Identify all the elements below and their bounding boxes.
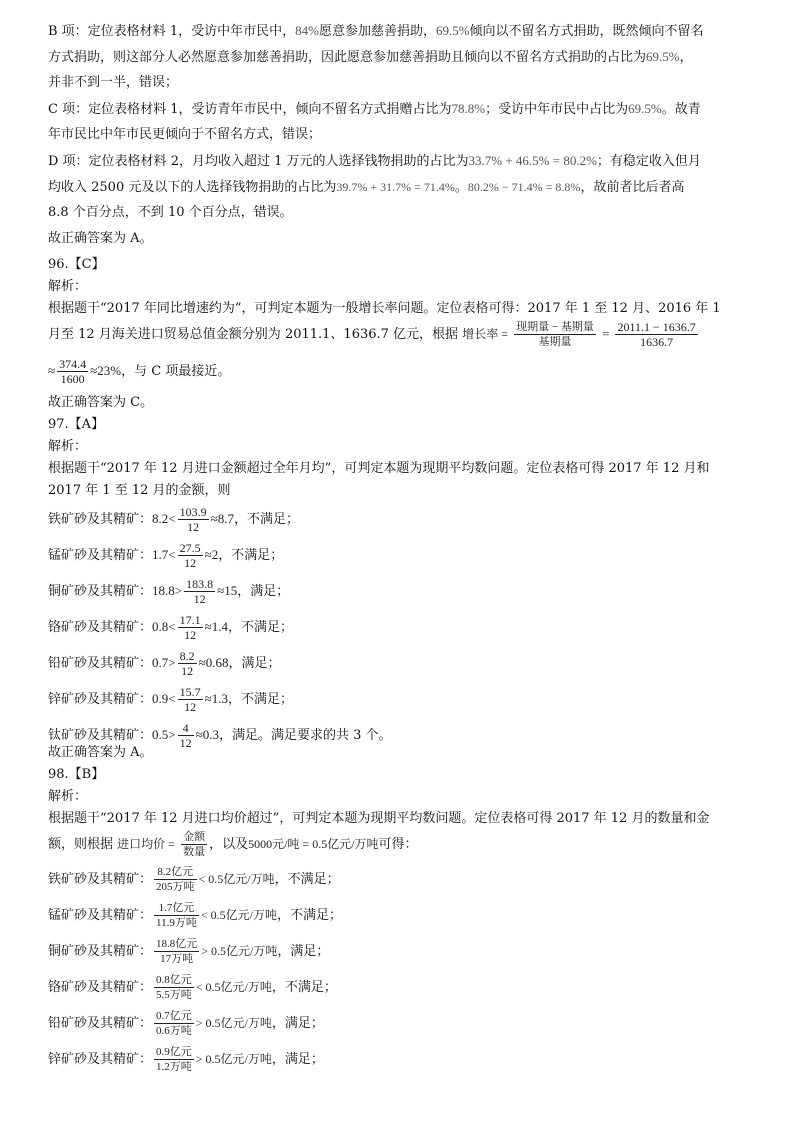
compare: 1.7<: [152, 547, 176, 562]
para-d-line-3: 8.8 个百分点，不到 10 个百分点，错误。: [48, 205, 293, 220]
result: ≈0.68: [198, 655, 229, 670]
compare: 0.7>: [152, 655, 176, 670]
fraction: [154, 1009, 194, 1038]
unit-conversion: 5000元/吨 = 0.5亿元/万吨: [248, 837, 379, 851]
row-name: 钛矿砂及其精矿：: [48, 728, 153, 743]
fraction: [154, 1045, 194, 1074]
q98-row: [48, 862, 340, 897]
denominator: 12: [193, 592, 206, 606]
para-b-line-3: 并非不到一半，错误；: [48, 75, 179, 90]
numerator: 183.8: [186, 577, 214, 591]
result: ≈1.3: [204, 691, 228, 706]
approx-sign: ≈: [48, 363, 56, 378]
compare: 0.5>: [152, 727, 176, 742]
denominator: 5.5万吨: [156, 989, 192, 1001]
row-result: ，满足；: [228, 656, 281, 671]
fraction: [178, 505, 209, 534]
numerator: 4: [178, 721, 194, 736]
math: 69.5%: [646, 49, 680, 64]
row-result: ，满足；: [237, 584, 290, 599]
growth-rate-fraction: [514, 320, 596, 349]
numerator: 1.7亿元: [154, 901, 199, 916]
formula-lhs: 进口均价 =: [117, 837, 175, 851]
numerator: 103.9: [179, 505, 207, 519]
q96-line-2: [48, 318, 700, 351]
compare: < 0.5亿元/万吨: [195, 980, 272, 994]
denominator: 1.2万吨: [156, 1061, 192, 1073]
text: 方式捐助，则这部分人必然愿意参加慈善捐助，因此愿意参加慈善捐助且倾向以不留名方式捐助的占比为: [48, 50, 647, 65]
compare: 8.2<: [152, 511, 176, 526]
q96-line-3: [48, 356, 230, 387]
fraction: [154, 901, 199, 930]
denominator: 205万吨: [156, 881, 195, 893]
denominator: 12: [179, 736, 192, 750]
avg-price-fraction: [181, 830, 207, 859]
math: 69.5%: [628, 101, 662, 116]
text: ；受访中年市民中占比为: [485, 102, 629, 117]
para-c-line-2: 年市民比中年市民更倾向于不留名方式，错误；: [48, 127, 322, 142]
denominator: 12: [181, 664, 194, 678]
para-d-line-2: [48, 178, 684, 197]
row-result: ，不满足；: [234, 512, 300, 527]
q98-row: [48, 898, 342, 933]
text: D 项：定位表格材料 2，月均收入超过 1 万元的人选择钱物捐助的占比为: [48, 154, 469, 169]
result: ≈2: [204, 547, 219, 562]
result: ≈23%: [90, 363, 122, 378]
denominator: 数量: [183, 846, 206, 858]
text: 。故青: [661, 102, 701, 117]
result: ≈8.7: [210, 511, 234, 526]
q96-label: 解析：: [48, 279, 88, 294]
fraction: [154, 865, 197, 894]
para-b-line-2: [48, 48, 693, 67]
denominator: 12: [184, 700, 197, 714]
fraction: [178, 613, 203, 642]
text: ；有稳定收入但月: [596, 154, 701, 169]
fraction: [178, 541, 203, 570]
numerator: 2011.1 − 1636.7: [617, 320, 696, 334]
denominator: 1600: [60, 372, 85, 386]
fraction: [178, 649, 197, 678]
denominator: 17万吨: [160, 953, 194, 965]
math: 33.7% + 46.5% = 80.2%: [468, 153, 597, 168]
q98-number: 98.【B】: [48, 767, 105, 782]
math: 80.2% − 71.4% = 8.8%: [467, 180, 581, 194]
row-name: 锰矿砂及其精矿：: [48, 908, 153, 923]
row-name: 锌矿砂及其精矿：: [48, 1052, 153, 1067]
para-b-line-1: [48, 22, 704, 41]
numerator: 现期量 − 基期量: [516, 321, 594, 333]
result: ≈15: [217, 583, 238, 598]
math: 39.7% + 31.7% = 71.4%: [336, 180, 455, 194]
fraction: [178, 721, 194, 750]
fraction: [154, 973, 194, 1002]
row-result: ，不满足；: [276, 908, 342, 923]
q98-row: [48, 934, 329, 969]
compare: < 0.5亿元/万吨: [200, 908, 277, 922]
result: ≈0.3: [195, 727, 219, 742]
text: 额，则根据: [48, 837, 114, 852]
para-c-line-1: [48, 100, 701, 119]
row-name: 铁矿砂及其精矿：: [48, 512, 153, 527]
compare: > 0.5亿元/万吨: [195, 1052, 272, 1066]
text: C 项：定位表格材料 1，受访青年市民中，倾向不留名方式捐赠占比为: [48, 102, 452, 117]
q97-row: [48, 502, 299, 537]
row-result: ，不满足；: [228, 620, 294, 635]
denominator: 基期量: [538, 336, 572, 348]
text: 均收入 2500 元及以下的人选择钱物捐助的占比为: [48, 180, 337, 195]
para-d-line-1: [48, 152, 701, 171]
row-result: ，不满足；: [228, 692, 294, 707]
text: B 项：定位表格材料 1，受访中年市民中，: [48, 24, 296, 39]
text: ，: [679, 50, 693, 65]
text: ，故前者比后者高: [580, 180, 685, 195]
numerator: 374.4: [59, 357, 87, 371]
row-name: 铜矿砂及其精矿：: [48, 584, 153, 599]
q97-line-1: 根据题干“2017 年 12 月进口金额超过全年月均”，可判定本题为现期平均数问题。定位表格可得 2017 年 12 月和: [48, 461, 710, 476]
row-result: ，满足；: [271, 1016, 324, 1031]
numerator: 金额: [183, 831, 206, 843]
math: 78.8%: [451, 101, 486, 116]
numerator: 0.7亿元: [156, 1010, 192, 1022]
answer-a: 故正确答案为 A。: [48, 231, 153, 246]
q98-row: [48, 970, 337, 1005]
q98-row: [48, 1042, 324, 1077]
formula-lhs: 增长率 =: [462, 327, 508, 341]
row-result: ，不满足；: [271, 980, 337, 995]
numerator: 18.8亿元: [156, 938, 198, 950]
compare: > 0.5亿元/万吨: [195, 1016, 272, 1030]
denominator: 12: [184, 628, 197, 642]
numerator: 27.5: [179, 541, 201, 555]
q98-line-2: [48, 828, 418, 861]
row-name: 铅矿砂及其精矿：: [48, 656, 153, 671]
compare: 18.8>: [152, 583, 183, 598]
row-result: ，满足。满足要求的共 3 个。: [219, 728, 392, 743]
row-name: 锌矿砂及其精矿：: [48, 692, 153, 707]
q97-label: 解析：: [48, 439, 88, 454]
text: 。: [454, 180, 468, 195]
compare: 0.9<: [152, 691, 176, 706]
q97-answer: 故正确答案为 A。: [48, 745, 153, 760]
q96-line-1: 根据题干“2017 年同比增速约为”，可判定本题为一般增长率问题。定位表格可得：2017 年 1 至 12 月、2016 年 1: [48, 301, 721, 316]
q97-row: [48, 682, 293, 717]
numerator: 8.2: [179, 649, 195, 663]
q96-answer: 故正确答案为 C。: [48, 395, 154, 410]
compare: > 0.5亿元/万吨: [201, 944, 278, 958]
text: 倾向以不留名方式捐助，既然倾向不留名: [469, 24, 704, 39]
calc-fraction: [615, 320, 697, 349]
denominator: 12: [184, 556, 197, 570]
numerator: 0.9亿元: [156, 1046, 192, 1058]
denominator: 1636.7: [640, 335, 674, 349]
equals-sign: =: [601, 326, 610, 341]
numerator: 0.8亿元: [156, 974, 192, 986]
fraction: [184, 577, 215, 606]
numerator: 17.1: [179, 613, 201, 627]
denominator: 11.9万吨: [156, 917, 197, 929]
row-name: 铜矿砂及其精矿：: [48, 944, 153, 959]
text: 可得：: [378, 837, 418, 852]
q98-row: [48, 1006, 324, 1041]
q97-row: [48, 646, 281, 681]
math: 84%: [295, 23, 319, 38]
row-result: ，不满足；: [274, 872, 340, 887]
fraction: [154, 937, 199, 966]
row-result: ，满足；: [271, 1052, 324, 1067]
row-name: 铬矿砂及其精矿：: [48, 620, 153, 635]
row-name: 锰矿砂及其精矿：: [48, 548, 153, 563]
q96-number: 96.【C】: [48, 257, 105, 272]
text: 愿意参加慈善捐助，: [318, 24, 436, 39]
denominator: 12: [187, 520, 200, 534]
q97-number: 97.【A】: [48, 417, 105, 432]
result-fraction: [57, 357, 88, 386]
row-name: 铅矿砂及其精矿：: [48, 1016, 153, 1031]
q97-row: [48, 610, 293, 645]
text: ，以及: [209, 837, 249, 852]
compare: < 0.5亿元/万吨: [198, 872, 275, 886]
fraction: [178, 685, 203, 714]
row-name: 铁矿砂及其精矿：: [48, 872, 153, 887]
row-result: ，不满足；: [218, 548, 284, 563]
compare: 0.8<: [152, 619, 176, 634]
text: 月至 12 月海关进口贸易总值金额分别为 2011.1、1636.7 亿元，根据: [48, 327, 459, 342]
denominator: 0.6万吨: [156, 1025, 192, 1037]
q97-line-2: 2017 年 1 至 12 月的金额，则: [48, 483, 231, 498]
row-result: ，满足；: [277, 944, 330, 959]
numerator: 15.7: [179, 685, 201, 699]
result: ≈1.4: [204, 619, 228, 634]
row-name: 铬矿砂及其精矿：: [48, 980, 153, 995]
q97-row: [48, 574, 289, 609]
q98-line-1: 根据题干“2017 年 12 月进口均价超过”，可判定本题为现期平均数问题。定位表格可得 2017 年 12 月的数量和金: [48, 811, 710, 826]
q97-row: [48, 538, 283, 573]
q98-label: 解析：: [48, 789, 88, 804]
numerator: 8.2亿元: [154, 865, 197, 880]
text: ，与 C 项最接近。: [121, 364, 231, 379]
math: 69.5%: [435, 23, 470, 38]
